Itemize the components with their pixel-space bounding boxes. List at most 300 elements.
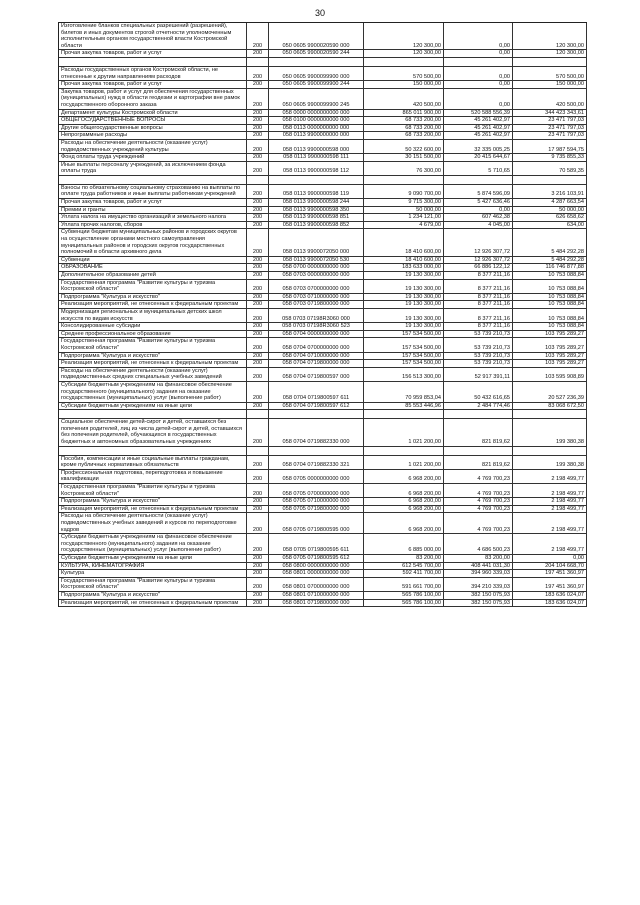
row-approved: 1 021 200,00 xyxy=(364,456,444,469)
row-code-line: 200 xyxy=(247,294,269,301)
row-executed: 408 441 031,30 xyxy=(444,563,513,570)
row-code-line: 200 xyxy=(247,117,269,124)
row-approved: 6 885 000,00 xyxy=(364,534,444,554)
row-name: Непрограммные расходы xyxy=(59,132,247,139)
row-approved: 157 534 500,00 xyxy=(364,353,444,360)
row-approved: 19 130 300,00 xyxy=(364,323,444,330)
row-remainder: 2 198 499,77 xyxy=(513,498,587,505)
row-code-line: 200 xyxy=(247,360,269,367)
row-code-line: 200 xyxy=(247,592,269,599)
row-code-line xyxy=(247,176,269,184)
row-approved: 19 130 300,00 xyxy=(364,294,444,301)
table-row xyxy=(59,67,587,81)
row-code-line: 200 xyxy=(247,81,269,88)
row-approved: 157 534 500,00 xyxy=(364,360,444,367)
row-approved: 570 500,00 xyxy=(364,67,444,80)
row-name: Реализация мероприятий, не отнесенных к федеральным проектам xyxy=(59,301,247,308)
row-name: Подпрограмма "Культура и искусство" xyxy=(59,294,247,301)
table-row xyxy=(59,309,587,323)
row-remainder: 570 500,00 xyxy=(513,67,587,80)
row-name: Департамент культуры Костромской области xyxy=(59,110,247,117)
row-classifier: 058 0113 9900072050 530 xyxy=(269,257,364,264)
row-remainder: 10 753 088,84 xyxy=(513,301,587,308)
row-remainder: 9 735 855,33 xyxy=(513,154,587,161)
budget-table xyxy=(58,22,587,607)
row-remainder: 204 104 668,70 xyxy=(513,563,587,570)
row-approved: 6 968 200,00 xyxy=(364,513,444,533)
row-approved: 120 300,00 xyxy=(364,50,444,57)
row-approved: 19 130 300,00 xyxy=(364,280,444,293)
row-classifier: 058 0705 0000000000 000 xyxy=(269,470,364,483)
table-row xyxy=(59,117,587,125)
row-code-line: 200 xyxy=(247,50,269,57)
row-code-line: 200 xyxy=(247,600,269,607)
row-name: Субвенции бюджетам муниципальных районов и городских округов на осуществление органами местного самоуправления муниципальных районов и городских округов государственных полномочий в области архивного дела xyxy=(59,229,247,255)
row-code-line: 200 xyxy=(247,280,269,293)
row-executed: 45 261 402,97 xyxy=(444,125,513,132)
row-approved: 19 130 300,00 xyxy=(364,301,444,308)
row-remainder: 2 198 499,77 xyxy=(513,470,587,483)
row-remainder: 103 795 289,27 xyxy=(513,360,587,367)
row-code-line: 200 xyxy=(247,214,269,221)
row-name: Прочая закупка товаров, работ и услуг xyxy=(59,50,247,57)
row-remainder: 2 198 499,77 xyxy=(513,484,587,497)
table-row xyxy=(59,506,587,514)
row-remainder: 17 987 594,75 xyxy=(513,140,587,153)
row-code-line: 200 xyxy=(247,125,269,132)
row-name xyxy=(59,447,247,455)
table-row xyxy=(59,81,587,89)
row-approved: 83 200,00 xyxy=(364,555,444,562)
row-name: Взносы по обязательному социальному страхованию на выплаты по оплате труда работников и иные выплаты работникам учреждений xyxy=(59,185,247,198)
row-classifier: 058 0113 9900000000 000 xyxy=(269,132,364,139)
table-row xyxy=(59,368,587,382)
row-name: Дополнительное образование детей xyxy=(59,272,247,279)
row-classifier: 058 0705 0719800595 000 xyxy=(269,513,364,533)
row-name: Расходы на обеспечение деятельности (оказание услуг) подведомственных учреждений культуры xyxy=(59,140,247,153)
row-executed: 45 261 402,97 xyxy=(444,132,513,139)
row-executed: 4 769 700,23 xyxy=(444,513,513,533)
row-code-line: 200 xyxy=(247,264,269,271)
row-classifier: 058 0113 9900000598 000 xyxy=(269,140,364,153)
row-remainder: 103 795 289,27 xyxy=(513,353,587,360)
row-name: Среднее профессиональное образование xyxy=(59,331,247,338)
table-row xyxy=(59,23,587,50)
row-approved xyxy=(364,58,444,66)
row-approved: 150 000,00 xyxy=(364,81,444,88)
row-classifier: 058 0700 0000000000 000 xyxy=(269,264,364,271)
row-executed: 8 377 211,16 xyxy=(444,294,513,301)
table-row xyxy=(59,578,587,592)
row-code-line: 200 xyxy=(247,89,269,109)
row-approved: 6 968 200,00 xyxy=(364,498,444,505)
row-classifier: 058 0705 0719800000 000 xyxy=(269,506,364,513)
row-classifier: 050 0605 9900099900 244 xyxy=(269,81,364,88)
table-row xyxy=(59,222,587,230)
row-approved: 157 534 500,00 xyxy=(364,331,444,338)
row-executed: 0,00 xyxy=(444,81,513,88)
row-classifier xyxy=(269,410,364,418)
row-executed: 12 926 307,72 xyxy=(444,257,513,264)
row-executed: 5 710,65 xyxy=(444,162,513,175)
table-row xyxy=(59,484,587,498)
row-approved: 50 322 600,00 xyxy=(364,140,444,153)
row-classifier: 058 0703 0719800000 000 xyxy=(269,301,364,308)
row-classifier: 058 0703 07198R3060 523 xyxy=(269,323,364,330)
row-classifier: 058 0801 0000000000 000 xyxy=(269,570,364,577)
row-code-line: 200 xyxy=(247,132,269,139)
row-approved: 6 968 200,00 xyxy=(364,470,444,483)
row-code-line: 200 xyxy=(247,338,269,351)
row-remainder: 634,00 xyxy=(513,222,587,229)
row-approved: 612 545 700,00 xyxy=(364,563,444,570)
row-name: Подпрограмма "Культура и искусство" xyxy=(59,498,247,505)
table-row xyxy=(59,89,587,110)
row-code-line: 200 xyxy=(247,555,269,562)
row-classifier: 050 0605 9900020590 000 xyxy=(269,23,364,49)
row-executed: 4 769 700,23 xyxy=(444,484,513,497)
row-remainder: 5 484 292,28 xyxy=(513,257,587,264)
row-executed: 50 432 616,65 xyxy=(444,382,513,402)
row-approved: 591 661 700,00 xyxy=(364,578,444,591)
row-remainder: 183 636 024,07 xyxy=(513,600,587,607)
row-name xyxy=(59,176,247,184)
row-name: Подпрограмма "Культура и искусство" xyxy=(59,353,247,360)
row-executed: 45 261 402,97 xyxy=(444,117,513,124)
row-name: Государственная программа "Развитие культуры и туризма Костромской области" xyxy=(59,484,247,497)
row-name: Реализация мероприятий, не отнесенных к федеральным проектам xyxy=(59,600,247,607)
row-classifier: 058 0705 0719800595 611 xyxy=(269,534,364,554)
table-row xyxy=(59,185,587,199)
table-row xyxy=(59,58,587,67)
row-remainder: 10 753 088,84 xyxy=(513,309,587,322)
row-classifier: 058 0113 9900000598 112 xyxy=(269,162,364,175)
row-name: Профессиональная подготовка, переподготовка и повышение квалификации xyxy=(59,470,247,483)
row-classifier: 058 0113 9900000598 119 xyxy=(269,185,364,198)
row-code-line: 200 xyxy=(247,578,269,591)
row-approved: 50 000,00 xyxy=(364,207,444,214)
row-code-line: 200 xyxy=(247,353,269,360)
row-executed: 821 819,62 xyxy=(444,456,513,469)
row-executed: 0,00 xyxy=(444,89,513,109)
table-row xyxy=(59,410,587,419)
row-executed: 4 769 700,23 xyxy=(444,498,513,505)
table-row xyxy=(59,264,587,272)
row-executed: 607 462,38 xyxy=(444,214,513,221)
row-name: Другие общегосударственные вопросы xyxy=(59,125,247,132)
row-name: Субсидии бюджетным учреждениям на финансовое обеспечение государственного (муниципального) задания на оказание государственных (муниципальных) услуг (выполнение работ) xyxy=(59,382,247,402)
row-code-line: 200 xyxy=(247,222,269,229)
row-classifier: 058 0704 0719882330 000 xyxy=(269,419,364,445)
table-row xyxy=(59,110,587,118)
row-executed: 0,00 xyxy=(444,207,513,214)
table-row xyxy=(59,419,587,446)
row-executed: 66 886 122,12 xyxy=(444,264,513,271)
row-remainder: 3 216 103,91 xyxy=(513,185,587,198)
row-remainder: 197 451 360,97 xyxy=(513,570,587,577)
row-executed: 8 377 211,16 xyxy=(444,301,513,308)
row-approved: 19 130 300,00 xyxy=(364,272,444,279)
row-executed: 4 686 500,23 xyxy=(444,534,513,554)
table-row xyxy=(59,563,587,571)
row-executed: 4 769 700,23 xyxy=(444,506,513,513)
row-remainder: 0,00 xyxy=(513,555,587,562)
row-executed: 52 917 391,11 xyxy=(444,368,513,381)
row-remainder: 344 423 343,61 xyxy=(513,110,587,117)
row-executed: 20 415 644,67 xyxy=(444,154,513,161)
row-name: ОБРАЗОВАНИЕ xyxy=(59,264,247,271)
row-remainder xyxy=(513,58,587,66)
table-row xyxy=(59,257,587,265)
row-code-line: 200 xyxy=(247,513,269,533)
row-remainder: 23 471 797,03 xyxy=(513,117,587,124)
row-name: Фонд оплаты труда учреждений xyxy=(59,154,247,161)
row-executed: 12 926 307,72 xyxy=(444,229,513,255)
row-approved: 565 786 100,00 xyxy=(364,600,444,607)
row-remainder: 197 451 360,97 xyxy=(513,578,587,591)
row-approved: 85 553 446,96 xyxy=(364,403,444,410)
row-classifier: 058 0705 0700000000 000 xyxy=(269,484,364,497)
row-remainder: 103 795 289,27 xyxy=(513,338,587,351)
row-code-line: 200 xyxy=(247,403,269,410)
row-classifier: 058 0705 0710000000 000 xyxy=(269,498,364,505)
row-code-line: 200 xyxy=(247,67,269,80)
table-row xyxy=(59,125,587,133)
row-classifier: 058 0704 0000000000 000 xyxy=(269,331,364,338)
row-classifier: 058 0704 0719882330 321 xyxy=(269,456,364,469)
row-name: Культура xyxy=(59,570,247,577)
page-number: 30 xyxy=(314,8,325,18)
row-approved xyxy=(364,176,444,184)
row-name: Модернизация региональных и муниципальных детских школ искусств по видам искусств xyxy=(59,309,247,322)
row-approved: 68 733 200,00 xyxy=(364,125,444,132)
row-classifier: 058 0000 0000000000 000 xyxy=(269,110,364,117)
row-classifier: 058 0801 0710000000 000 xyxy=(269,592,364,599)
row-name: Социальное обеспечение детей-сирот и детей, оставшихся без попечения родителей, лиц из числа детей-сирот и детей, оставшихся без попечения родителей, обучающихся в государственных бюджетных и автономных образовательных учреждениях xyxy=(59,419,247,445)
row-code-line: 200 xyxy=(247,309,269,322)
row-remainder: 23 471 797,03 xyxy=(513,132,587,139)
table-row xyxy=(59,360,587,368)
row-code-line: 200 xyxy=(247,570,269,577)
row-executed: 8 377 211,16 xyxy=(444,309,513,322)
row-remainder: 10 753 088,84 xyxy=(513,272,587,279)
row-remainder: 120 300,00 xyxy=(513,50,587,57)
table-row xyxy=(59,592,587,600)
row-executed: 382 150 075,93 xyxy=(444,600,513,607)
row-classifier: 058 0704 0719800000 000 xyxy=(269,360,364,367)
row-classifier: 058 0704 0700000000 000 xyxy=(269,338,364,351)
row-remainder: 103 595 908,89 xyxy=(513,368,587,381)
row-name: Субсидии бюджетным учреждениям на иные цели xyxy=(59,403,247,410)
row-name: Субсидии бюджетным учреждениям на финансовое обеспечение государственного (муниципального) задания на оказание государственных (муниципальных) услуг (выполнение работ) xyxy=(59,534,247,554)
row-executed: 53 739 210,73 xyxy=(444,360,513,367)
row-code-line: 200 xyxy=(247,323,269,330)
row-code-line: 200 xyxy=(247,257,269,264)
table-row xyxy=(59,570,587,578)
row-approved: 157 534 500,00 xyxy=(364,338,444,351)
row-executed: 394 960 339,03 xyxy=(444,570,513,577)
row-classifier: 058 0705 0719800595 612 xyxy=(269,555,364,562)
row-classifier: 058 0113 9900000598 852 xyxy=(269,222,364,229)
table-row xyxy=(59,132,587,140)
row-executed xyxy=(444,447,513,455)
row-remainder xyxy=(513,410,587,418)
row-executed: 394 210 339,03 xyxy=(444,578,513,591)
row-name: Государственная программа "Развитие культуры и туризма Костромской области" xyxy=(59,338,247,351)
row-code-line: 200 xyxy=(247,301,269,308)
table-row xyxy=(59,498,587,506)
row-executed: 0,00 xyxy=(444,50,513,57)
row-code-line: 200 xyxy=(247,229,269,255)
row-name: Государственная программа "Развитие культуры и туризма Костромской области" xyxy=(59,280,247,293)
row-remainder: 50 000,00 xyxy=(513,207,587,214)
table-row xyxy=(59,382,587,403)
row-approved: 30 151 500,00 xyxy=(364,154,444,161)
row-classifier: 058 0113 9900000598 350 xyxy=(269,207,364,214)
row-approved: 19 130 300,00 xyxy=(364,309,444,322)
row-classifier: 058 0113 9900000598 111 xyxy=(269,154,364,161)
table-row xyxy=(59,140,587,154)
table-row xyxy=(59,403,587,411)
row-classifier: 058 0113 9900000598 244 xyxy=(269,199,364,206)
row-executed: 53 739 210,73 xyxy=(444,331,513,338)
table-row xyxy=(59,353,587,361)
row-code-line xyxy=(247,447,269,455)
row-name: Субвенции xyxy=(59,257,247,264)
table-row xyxy=(59,470,587,484)
table-row xyxy=(59,294,587,302)
row-classifier: 058 0703 0710000000 000 xyxy=(269,294,364,301)
row-name: Пособия, компенсации и иные социальные выплаты гражданам, кроме публичных нормативных обязательств xyxy=(59,456,247,469)
row-code-line: 200 xyxy=(247,154,269,161)
row-classifier: 058 0113 0000000000 000 xyxy=(269,125,364,132)
row-code-line xyxy=(247,410,269,418)
row-classifier: 058 0703 0700000000 000 xyxy=(269,280,364,293)
row-remainder: 4 287 663,54 xyxy=(513,199,587,206)
row-code-line: 200 xyxy=(247,368,269,381)
row-approved: 1 234 121,00 xyxy=(364,214,444,221)
row-remainder: 2 198 499,77 xyxy=(513,513,587,533)
row-classifier: 050 0605 9900099900 000 xyxy=(269,67,364,80)
row-executed: 4 769 700,23 xyxy=(444,470,513,483)
table-row xyxy=(59,323,587,331)
row-remainder: 120 300,00 xyxy=(513,23,587,49)
row-classifier: 058 0113 9900000598 851 xyxy=(269,214,364,221)
row-code-line: 200 xyxy=(247,207,269,214)
row-remainder: 116 746 877,88 xyxy=(513,264,587,271)
table-row xyxy=(59,229,587,256)
row-name: Иные выплаты персоналу учреждений, за исключением фонда оплаты труда xyxy=(59,162,247,175)
table-row xyxy=(59,176,587,185)
row-code-line: 200 xyxy=(247,498,269,505)
row-name: Прочая закупка товаров, работ и услуг xyxy=(59,81,247,88)
row-classifier: 058 0703 0000000000 000 xyxy=(269,272,364,279)
row-approved: 18 410 600,00 xyxy=(364,229,444,255)
row-approved: 4 679,00 xyxy=(364,222,444,229)
row-classifier: 058 0801 0719800000 000 xyxy=(269,600,364,607)
table-row xyxy=(59,280,587,294)
row-classifier xyxy=(269,176,364,184)
row-executed: 0,00 xyxy=(444,23,513,49)
row-approved: 183 633 000,00 xyxy=(364,264,444,271)
row-remainder: 103 795 289,27 xyxy=(513,331,587,338)
row-name: Уплата прочих налогов, сборов xyxy=(59,222,247,229)
row-name: Изготовление бланков специальных разрешений (разрешений), билетов и иных документов строгой отчетности уполномоченным исполнительным органом государственной власти Костромской области xyxy=(59,23,247,49)
row-executed: 8 377 211,16 xyxy=(444,272,513,279)
row-code-line: 200 xyxy=(247,23,269,49)
row-classifier: 058 0704 0719800597 612 xyxy=(269,403,364,410)
row-executed: 520 588 556,39 xyxy=(444,110,513,117)
table-row xyxy=(59,162,587,176)
row-classifier xyxy=(269,58,364,66)
row-approved: 68 733 200,00 xyxy=(364,132,444,139)
row-approved: 592 411 700,00 xyxy=(364,570,444,577)
row-remainder: 2 198 499,77 xyxy=(513,534,587,554)
row-executed: 2 484 774,46 xyxy=(444,403,513,410)
row-name: КУЛЬТУРА, КИНЕМАТОГРАФИЯ xyxy=(59,563,247,570)
row-classifier xyxy=(269,447,364,455)
row-remainder: 183 636 024,07 xyxy=(513,592,587,599)
table-row xyxy=(59,50,587,58)
row-classifier: 058 0704 0719800597 000 xyxy=(269,368,364,381)
row-executed: 821 819,62 xyxy=(444,419,513,445)
table-row xyxy=(59,214,587,222)
row-name: Расходы на обеспечение деятельности (оказание услуг) подведомственных учебных заведений и курсов по переподготовке кадров xyxy=(59,513,247,533)
row-code-line: 200 xyxy=(247,484,269,497)
row-code-line: 200 xyxy=(247,382,269,402)
row-code-line: 200 xyxy=(247,534,269,554)
row-classifier: 058 0704 0719800597 611 xyxy=(269,382,364,402)
row-remainder: 626 658,62 xyxy=(513,214,587,221)
row-remainder: 199 380,38 xyxy=(513,419,587,445)
row-executed xyxy=(444,176,513,184)
row-classifier: 050 0605 9900020590 244 xyxy=(269,50,364,57)
table-row xyxy=(59,447,587,456)
row-name: Уплата налога на имущество организаций и земельного налога xyxy=(59,214,247,221)
row-executed: 32 335 005,25 xyxy=(444,140,513,153)
row-executed: 4 045,00 xyxy=(444,222,513,229)
row-code-line: 200 xyxy=(247,140,269,153)
row-executed xyxy=(444,58,513,66)
row-approved: 9 715 300,00 xyxy=(364,199,444,206)
row-approved: 120 300,00 xyxy=(364,23,444,49)
row-approved: 565 786 100,00 xyxy=(364,592,444,599)
row-classifier: 058 0100 0000000000 000 xyxy=(269,117,364,124)
row-executed xyxy=(444,410,513,418)
row-code-line: 200 xyxy=(247,272,269,279)
row-name: Государственная программа "Развитие культуры и туризма Костромской области" xyxy=(59,578,247,591)
row-classifier: 058 0801 0700000000 000 xyxy=(269,578,364,591)
row-name: Реализация мероприятий, не отнесенных к федеральным проектам xyxy=(59,360,247,367)
row-name: Расходы на обеспечение деятельности (оказание услуг) подведомственных средних специальных учебных заведений xyxy=(59,368,247,381)
row-remainder: 420 500,00 xyxy=(513,89,587,109)
row-code-line: 200 xyxy=(247,419,269,445)
row-name: Подпрограмма "Культура и искусство" xyxy=(59,592,247,599)
table-row xyxy=(59,154,587,162)
row-classifier: 058 0113 9900072050 000 xyxy=(269,229,364,255)
row-name: ОБЩЕГОСУДАРСТВЕННЫЕ ВОПРОСЫ xyxy=(59,117,247,124)
row-approved: 6 968 200,00 xyxy=(364,484,444,497)
row-remainder: 2 198 499,77 xyxy=(513,506,587,513)
row-name xyxy=(59,58,247,66)
table-row xyxy=(59,338,587,352)
table-row xyxy=(59,513,587,534)
row-classifier: 058 0800 0000000000 000 xyxy=(269,563,364,570)
row-approved: 76 300,00 xyxy=(364,162,444,175)
table-row xyxy=(59,456,587,470)
row-approved: 156 513 300,00 xyxy=(364,368,444,381)
row-executed: 8 377 211,16 xyxy=(444,323,513,330)
